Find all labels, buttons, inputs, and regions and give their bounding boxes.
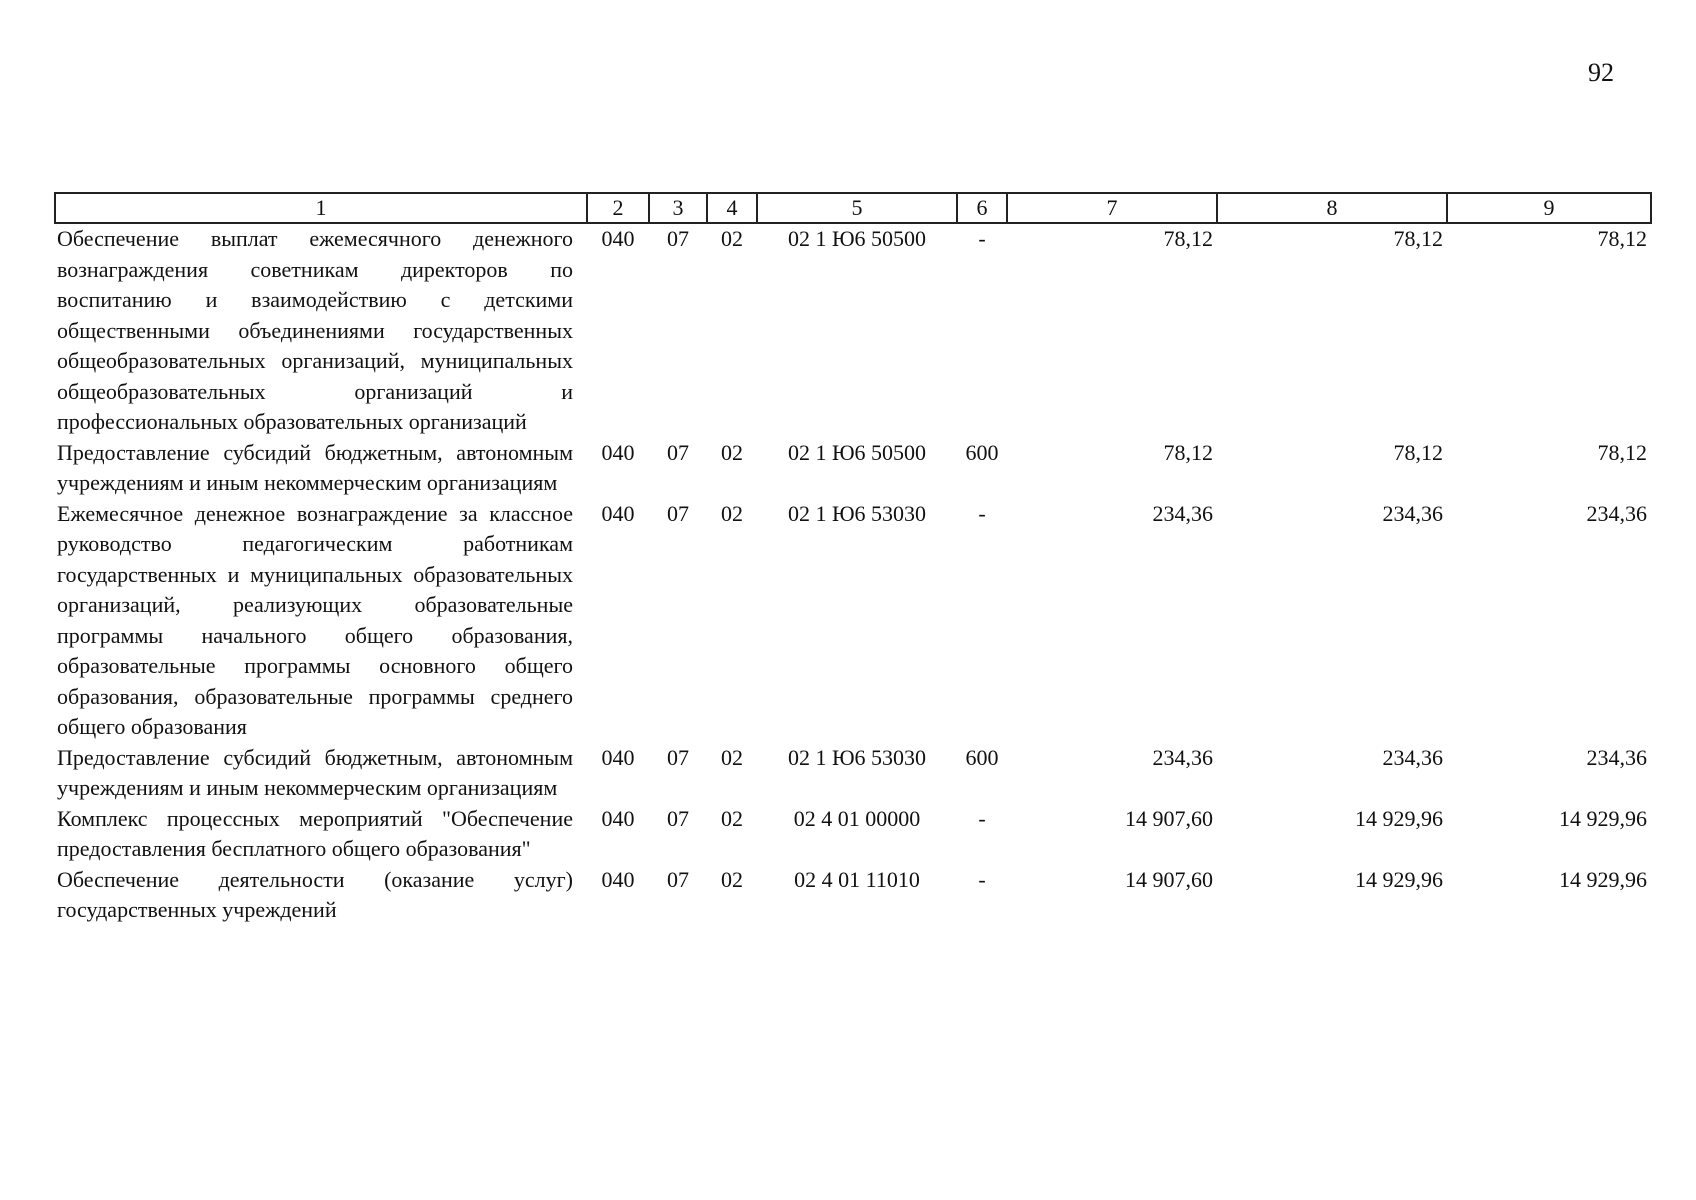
row-amount-col8: 14 929,96 <box>1355 866 1443 892</box>
column-number-header <box>55 193 1651 223</box>
row-subsection: 02 <box>721 500 743 526</box>
row-section: 07 <box>667 744 689 770</box>
row-amount-col8: 14 929,96 <box>1355 805 1443 831</box>
row-amount-col9: 234,36 <box>1586 744 1647 770</box>
budget-table <box>54 192 1652 926</box>
table-row <box>55 743 1651 804</box>
row-subsection: 02 <box>721 226 743 251</box>
row-ministry-code: 040 <box>601 226 635 251</box>
row-subsection: 02 <box>721 866 743 892</box>
header-col-6: 6 <box>957 193 1007 223</box>
row-target-article: 02 1 Ю6 50500 <box>787 439 927 465</box>
row-amount-col9: 234,36 <box>1586 500 1647 526</box>
page-number: 92 <box>1588 58 1614 87</box>
header-col-3: 3 <box>649 193 707 223</box>
row-name: Комплекс процессных мероприятий "Обеспечение предоставления бесплатного общего образования" <box>57 805 573 861</box>
header-col-4: 4 <box>707 193 757 223</box>
row-amount-col8: 234,36 <box>1382 500 1443 526</box>
row-amount-col7: 14 907,60 <box>1125 805 1213 831</box>
row-subsection: 02 <box>721 805 743 831</box>
row-name: Предоставление субсидий бюджетным, автономным учреждениям и иным некоммерческим организациям <box>57 744 573 800</box>
row-section: 07 <box>667 500 689 526</box>
row-amount-col7: 234,36 <box>1152 744 1213 770</box>
row-amount-col7: 78,12 <box>1163 439 1213 465</box>
row-expense-type: - <box>978 805 986 831</box>
row-expense-type: 600 <box>965 439 999 465</box>
row-amount-col8: 78,12 <box>1393 226 1443 251</box>
row-name: Обеспечение деятельности (оказание услуг) государственных учреждений <box>57 866 573 922</box>
row-section: 07 <box>667 439 689 465</box>
row-section: 07 <box>667 226 689 251</box>
row-target-article: 02 4 01 11010 <box>794 866 920 892</box>
row-name: Обеспечение выплат ежемесячного денежного вознаграждения советникам директоров по воспитанию и взаимодействию с детскими общественными объединениями государственных общеобразовательных организаций, муниципальных общеобразовательных организаций и профессиональных образовательных организаций <box>57 226 573 434</box>
row-target-article: 02 1 Ю6 53030 <box>787 500 927 526</box>
row-target-article: 02 1 Ю6 50500 <box>787 226 927 251</box>
row-name: Ежемесячное денежное вознаграждение за классное руководство педагогическим работникам государственных и муниципальных образовательных организаций, реализующих образовательные программы начального общего образования, образовательные программы основного общего образования, образовательные программы среднего общего образования <box>57 500 573 739</box>
row-target-article: 02 4 01 00000 <box>793 805 921 831</box>
row-expense-type: 600 <box>965 744 999 770</box>
row-expense-type: - <box>978 226 986 251</box>
row-ministry-code: 040 <box>601 866 635 892</box>
row-amount-col9: 14 929,96 <box>1559 866 1647 892</box>
table-row <box>55 499 1651 743</box>
row-section: 07 <box>667 805 689 831</box>
table-row <box>55 223 1651 438</box>
row-ministry-code: 040 <box>601 744 635 770</box>
header-col-5: 5 <box>757 193 957 223</box>
row-ministry-code: 040 <box>601 439 635 465</box>
row-subsection: 02 <box>721 744 743 770</box>
row-amount-col9: 78,12 <box>1597 439 1647 465</box>
row-ministry-code: 040 <box>601 805 635 831</box>
row-target-article: 02 1 Ю6 53030 <box>787 744 927 770</box>
row-amount-col7: 14 907,60 <box>1125 866 1213 892</box>
header-col-7: 7 <box>1007 193 1217 223</box>
row-ministry-code: 040 <box>601 500 635 526</box>
row-amount-col7: 234,36 <box>1152 500 1213 526</box>
row-section: 07 <box>667 866 689 892</box>
table-row <box>55 804 1651 865</box>
row-amount-col8: 78,12 <box>1393 439 1443 465</box>
row-expense-type: - <box>978 866 986 892</box>
header-col-8: 8 <box>1217 193 1447 223</box>
header-col-9: 9 <box>1447 193 1651 223</box>
header-col-1: 1 <box>55 193 587 223</box>
table-row <box>55 865 1651 926</box>
row-name: Предоставление субсидий бюджетным, автономным учреждениям и иным некоммерческим организациям <box>57 439 573 495</box>
header-col-2: 2 <box>587 193 649 223</box>
table-row <box>55 438 1651 499</box>
row-amount-col7: 78,12 <box>1163 226 1213 251</box>
row-amount-col9: 14 929,96 <box>1559 805 1647 831</box>
row-expense-type: - <box>978 500 986 526</box>
row-amount-col8: 234,36 <box>1382 744 1443 770</box>
row-amount-col9: 78,12 <box>1597 226 1647 251</box>
row-subsection: 02 <box>721 439 743 465</box>
